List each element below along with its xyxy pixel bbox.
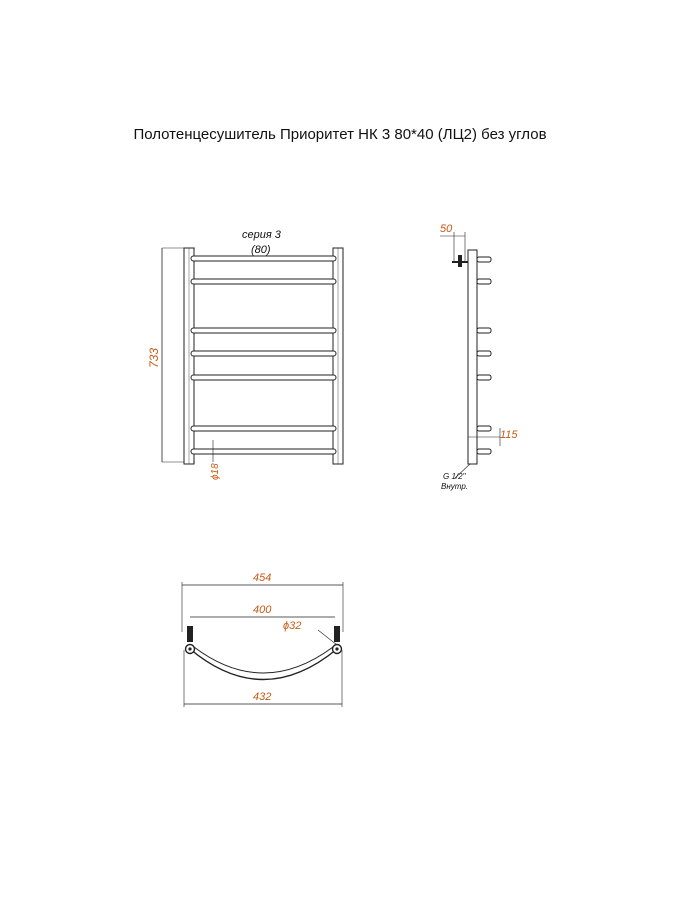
curved-rail <box>190 649 337 680</box>
side-post <box>468 250 477 464</box>
center-distance-label: 400 <box>253 604 272 616</box>
right-mount <box>334 626 340 642</box>
rung <box>191 351 336 356</box>
rungs <box>191 256 336 454</box>
side-view <box>440 223 518 491</box>
depth-label: 115 <box>500 429 518 441</box>
rung <box>191 426 336 431</box>
post-diameter-label: ϕ32 <box>283 620 302 632</box>
tube-diameter-label: ϕ18 <box>210 463 221 480</box>
wall-bracket <box>458 255 462 267</box>
left-mount <box>187 626 193 642</box>
rung <box>191 256 336 261</box>
height-dimension-label: 733 <box>147 347 161 368</box>
thread-type-label: Внутр. <box>441 482 468 491</box>
overall-width-label: 454 <box>253 572 272 584</box>
bottom-width-label: 432 <box>253 691 272 703</box>
rung <box>191 375 336 380</box>
top-view <box>182 572 343 707</box>
page-title: Полотенцесушитель Приоритет НК 3 80*40 (ЛЦ2) без углов <box>133 126 547 143</box>
wall-offset-label: 50 <box>440 223 453 235</box>
thread-label: G 1/2" <box>443 472 466 481</box>
rung <box>191 279 336 284</box>
front-view <box>147 229 343 480</box>
series-label: серия 3 <box>242 229 281 241</box>
rung <box>191 328 336 333</box>
series-value: (80) <box>251 244 271 256</box>
rung-stubs <box>477 257 491 454</box>
